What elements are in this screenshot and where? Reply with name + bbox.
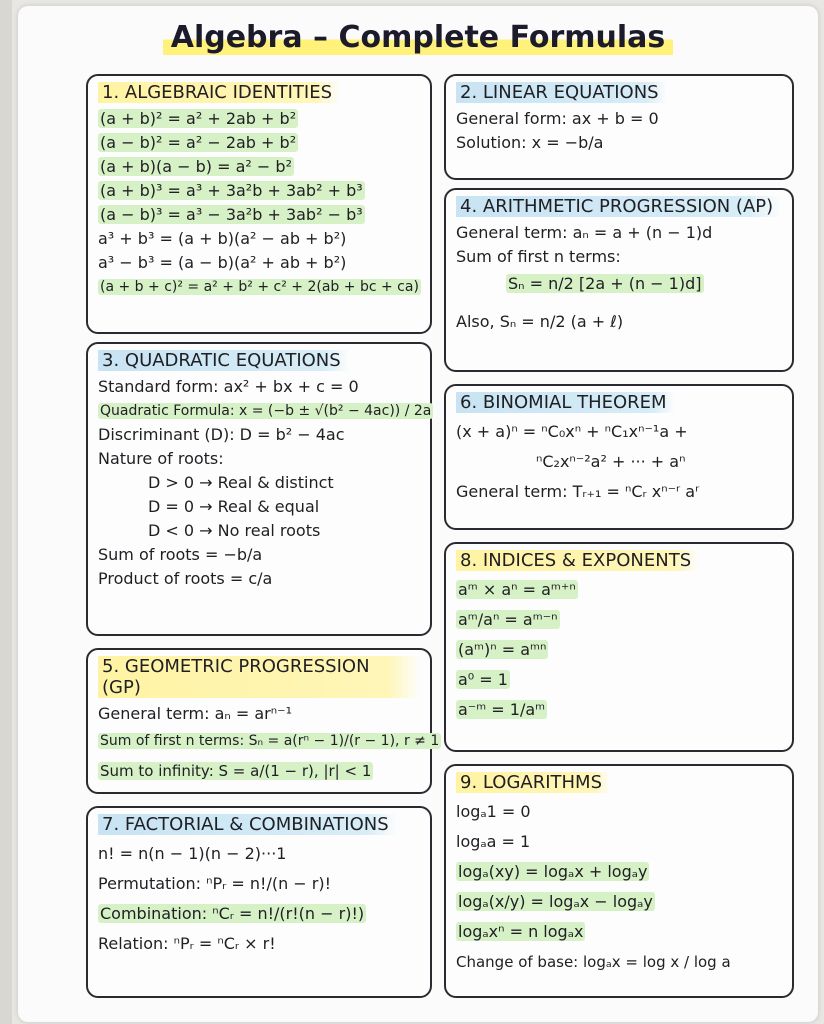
formula-line: Sₙ = n/2 [2a + (n − 1)d] xyxy=(508,274,702,293)
formula-line: Relation: ⁿPᵣ = ⁿCᵣ × r! xyxy=(98,934,276,953)
formula-line: logₐ(xy) = logₐx + logₐy xyxy=(458,862,648,881)
formula-line: (a − b)² = a² − 2ab + b² xyxy=(100,133,297,152)
formula-line: General term: aₙ = arⁿ⁻¹ xyxy=(98,704,292,723)
formula-line: aᵐ/aⁿ = aᵐ⁻ⁿ xyxy=(458,610,558,629)
formula-line: Sum of roots = −b/a xyxy=(98,545,263,564)
section-binomial-theorem xyxy=(444,384,794,530)
section-heading: 6. BINOMIAL THEOREM xyxy=(456,392,675,413)
section-geometric-progression xyxy=(86,648,440,794)
formula-line: (a + b + c)² = a² + b² + c² + 2(ab + bc + ca) xyxy=(100,279,419,295)
formula-line: Nature of roots: xyxy=(98,449,224,468)
formula-line: (aᵐ)ⁿ = aᵐⁿ xyxy=(458,640,547,659)
formula-line: Sum of first n terms: Sₙ = a(rⁿ − 1)/(r − 1), r ≠ 1 xyxy=(100,733,440,749)
section-factorial-combinations xyxy=(86,806,432,998)
formula-line: ⁿC₂xⁿ⁻²a² + ··· + aⁿ xyxy=(536,452,686,471)
formula-line: Solution: x = −b/a xyxy=(456,133,604,152)
formula-line: Also, Sₙ = n/2 (a + ℓ) xyxy=(456,312,624,331)
formula-line: (a + b)³ = a³ + 3a²b + 3ab² + b³ xyxy=(100,181,363,200)
formula-line: Change of base: logₐx = log x / log a xyxy=(456,953,731,971)
formula-line: (a + b)(a − b) = a² − b² xyxy=(100,157,292,176)
section-heading: 2. LINEAR EQUATIONS xyxy=(456,82,667,103)
section-logarithms xyxy=(444,764,794,998)
section-arithmetic-progression xyxy=(444,188,794,372)
section-heading: 3. QUADRATIC EQUATIONS xyxy=(98,350,349,371)
formula-line: n! = n(n − 1)(n − 2)···1 xyxy=(98,844,287,863)
section-indices-exponents xyxy=(444,542,794,752)
formula-line: a³ − b³ = (a − b)(a² + ab + b²) xyxy=(98,253,347,272)
formula-line: a³ + b³ = (a + b)(a² − ab + b²) xyxy=(98,229,347,248)
formula-line: a⁻ᵐ = 1/aᵐ xyxy=(458,700,546,719)
section-linear-equations xyxy=(444,74,794,180)
section-quadratic-equations xyxy=(86,342,432,636)
formula-line: Sum to infinity: S = a/(1 − r), |r| < 1 xyxy=(100,762,372,780)
section-heading: 1. ALGEBRAIC IDENTITIES xyxy=(98,82,340,103)
formula-line: Discriminant (D): D = b² − 4ac xyxy=(98,425,345,444)
formula-line: General form: ax + b = 0 xyxy=(456,109,659,128)
formula-line: Sum of first n terms: xyxy=(456,247,621,266)
formula-line: General term: Tᵣ₊₁ = ⁿCᵣ xⁿ⁻ʳ aʳ xyxy=(456,482,700,501)
section-heading: 9. LOGARITHMS xyxy=(456,772,610,793)
formula-line: D > 0 → Real & distinct xyxy=(148,473,334,492)
formula-line: logₐxⁿ = n logₐx xyxy=(458,922,584,941)
formula-line: (a + b)² = a² + 2ab + b² xyxy=(100,109,297,128)
formula-line: D < 0 → No real roots xyxy=(148,521,321,540)
formula-line: Standard form: ax² + bx + c = 0 xyxy=(98,377,359,396)
section-heading: 5. GEOMETRIC PROGRESSION (GP) xyxy=(98,656,420,698)
formula-line: General term: aₙ = a + (n − 1)d xyxy=(456,223,713,242)
formula-line: Quadratic Formula: x = (−b ± √(b² − 4ac)) / 2a xyxy=(100,403,432,419)
formula-line: logₐ(x/y) = logₐx − logₐy xyxy=(458,892,653,911)
section-heading: 4. ARITHMETIC PROGRESSION (AP) xyxy=(456,196,781,217)
formula-line: Product of roots = c/a xyxy=(98,569,273,588)
page-title: Algebra – Complete Formulas xyxy=(18,20,818,55)
formula-line: Permutation: ⁿPᵣ = n!/(n − r)! xyxy=(98,874,332,893)
formula-line: logₐ1 = 0 xyxy=(456,802,531,821)
formula-line: aᵐ × aⁿ = aᵐ⁺ⁿ xyxy=(458,580,576,599)
section-algebraic-identities xyxy=(86,74,432,334)
formula-line: D = 0 → Real & equal xyxy=(148,497,320,516)
formula-line: a⁰ = 1 xyxy=(458,670,508,689)
section-heading: 7. FACTORIAL & COMBINATIONS xyxy=(98,814,397,835)
formula-line: logₐa = 1 xyxy=(456,832,531,851)
formula-line: (a − b)³ = a³ − 3a²b + 3ab² − b³ xyxy=(100,205,363,224)
notebook-page xyxy=(18,6,818,1022)
formula-line: (x + a)ⁿ = ⁿC₀xⁿ + ⁿC₁xⁿ⁻¹a + xyxy=(456,422,688,441)
notebook-spine xyxy=(0,0,12,1024)
formula-line: Combination: ⁿCᵣ = n!/(r!(n − r)!) xyxy=(100,904,365,923)
section-heading: 8. INDICES & EXPONENTS xyxy=(456,550,699,571)
